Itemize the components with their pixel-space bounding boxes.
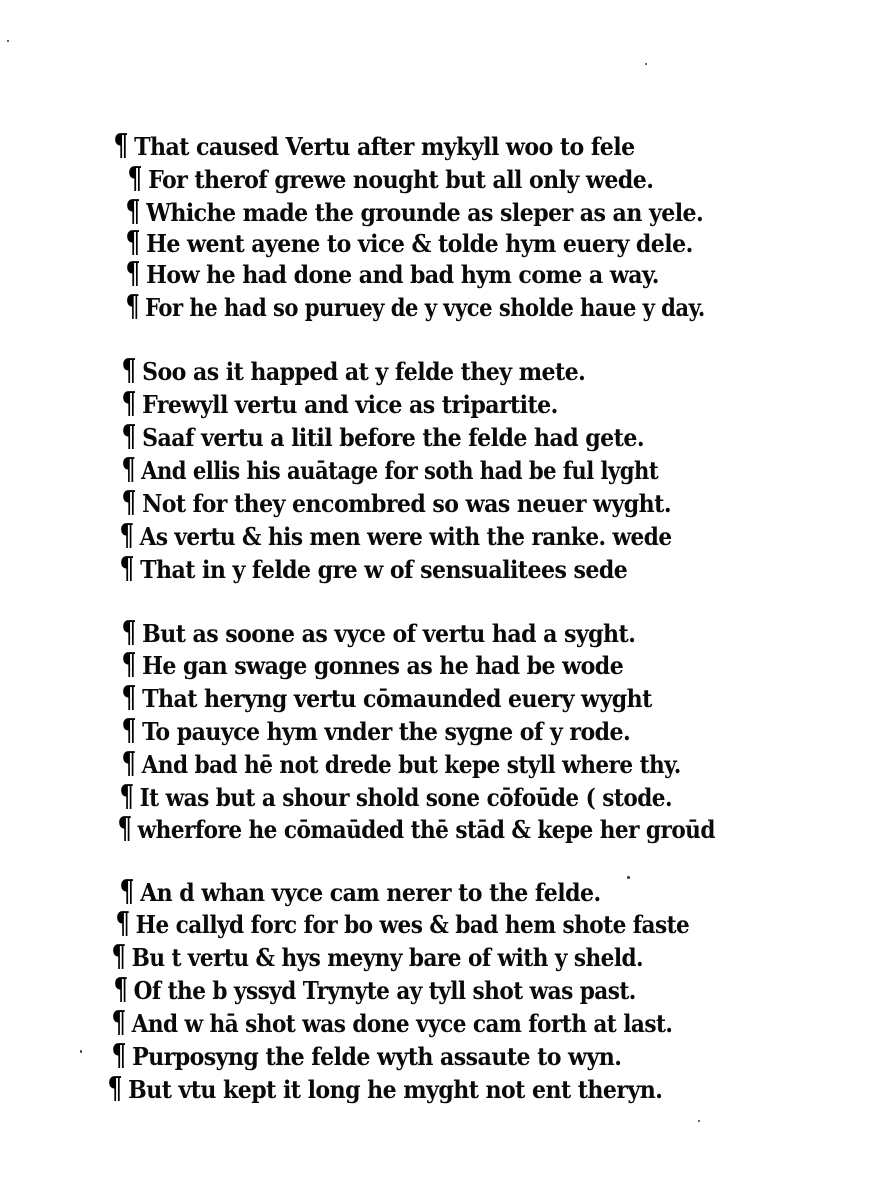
verse-line [118,551,628,586]
verse-line [124,225,693,260]
verse-line [120,746,681,781]
pilcrow-marker: ¶ [119,779,134,814]
verse-text: Whiche made the grounde as sleper as an yele. [146,198,704,227]
pilcrow-marker: ¶ [115,906,130,941]
verse-text: And ellis his auātage for soth had be ful lyght [141,456,659,485]
verse-line [120,353,586,388]
verse-line [110,1005,673,1040]
verse-text: That in y felde gre w of sensualitees sede [140,555,628,584]
verse-text: How he had done and bad hym come a way. [146,260,659,289]
pilcrow-marker: ¶ [121,353,136,388]
verse-text: As vertu & his men were with the ranke. wede [139,522,672,551]
verse-line [120,419,644,454]
pilcrow-marker: ¶ [107,1071,122,1106]
verse-text: For he had so puruey de y vyce sholde haue y day. [145,293,705,322]
pilcrow-marker: ¶ [111,1005,126,1040]
verse-text: Not for they encombred so was neuer wyght. [142,489,671,518]
pilcrow-marker: ¶ [113,128,128,163]
verse-line [120,647,624,682]
pilcrow-marker: ¶ [125,289,140,324]
pilcrow-marker: ¶ [121,713,136,748]
verse-line [120,452,659,487]
pilcrow-marker: ¶ [127,161,142,196]
pilcrow-marker: ¶ [119,874,134,909]
verse-line [120,485,671,520]
scan-speck [698,1120,700,1122]
verse-line [126,161,654,196]
verse-line [112,128,635,163]
verse-text: That heryng vertu cōmaunded euery wyght [142,684,652,713]
verse-line [120,615,636,650]
verse-text: To pauyce hym vnder the sygne of y rode. [142,717,631,746]
verse-text: Soo as it happed at y felde they mete. [142,357,586,386]
verse-text: Of the b yssyd Trynyte ay tyll shot was past. [133,976,636,1005]
verse-line [110,939,644,974]
verse-text: But vtu kept it long he myght not ent theryn. [128,1075,663,1104]
verse-line [118,874,601,909]
verse-line [120,680,652,715]
verse-line [112,972,636,1007]
pilcrow-marker: ¶ [117,811,132,846]
verse-line [120,386,558,421]
verse-text: He gan swage gonnes as he had be wode [142,651,624,680]
pilcrow-marker: ¶ [121,452,136,487]
scan-speck [645,63,647,65]
verse-text: But as soone as vyce of vertu had a syght. [142,619,636,648]
pilcrow-marker: ¶ [111,939,126,974]
pilcrow-marker: ¶ [125,194,140,229]
pilcrow-marker: ¶ [111,1038,126,1073]
verse-line [114,906,690,941]
pilcrow-marker: ¶ [125,225,140,260]
verse-line [124,194,704,229]
verse-text: wherfore he cōmaūded thē stād & kepe her groūd [137,815,715,844]
verse-text: He went ayene to vice & tolde hym euery dele. [146,229,693,258]
verse-line [116,811,715,846]
pilcrow-marker: ¶ [121,746,136,781]
verse-line [106,1071,663,1106]
pilcrow-marker: ¶ [121,615,136,650]
verse-text: He callyd forc for bo wes & bad hem shote faste [135,910,690,939]
verse-line [118,518,672,553]
verse-text: Frewyll vertu and vice as tripartite. [142,390,558,419]
verse-line [124,289,705,324]
verse-text: An d whan vyce cam nerer to the felde. [140,878,601,907]
verse-text: For therof grewe nought but all only wede. [148,165,654,194]
verse-line [110,1038,622,1073]
verse-text: And bad hē not drede but kepe styll where thy. [141,750,681,779]
pilcrow-marker: ¶ [121,419,136,454]
pilcrow-marker: ¶ [119,551,134,586]
verse-line [118,779,672,814]
verse-text: Bu t vertu & hys meyny bare of with y sheld. [131,943,644,972]
scan-speck [627,876,630,879]
verse-line [124,256,659,291]
scan-speck [7,40,9,42]
verse-text: That caused Vertu after mykyll woo to fele [134,132,635,161]
verse-line [120,713,631,748]
pilcrow-marker: ¶ [121,485,136,520]
pilcrow-marker: ¶ [119,518,134,553]
verse-text: And w hā shot was done vyce cam forth at last. [131,1009,673,1038]
verse-text: Saaf vertu a litil before the felde had gete. [142,423,644,452]
pilcrow-marker: ¶ [125,256,140,291]
pilcrow-marker: ¶ [121,680,136,715]
verse-text: Purposyng the felde wyth assaute to wyn. [132,1042,622,1071]
pilcrow-marker: ¶ [121,647,136,682]
pilcrow-marker: ¶ [113,972,128,1007]
pilcrow-marker: ¶ [121,386,136,421]
verse-text: It was but a shour shold sone cōfoūde ( stode. [139,783,672,812]
scan-speck [80,1050,82,1053]
